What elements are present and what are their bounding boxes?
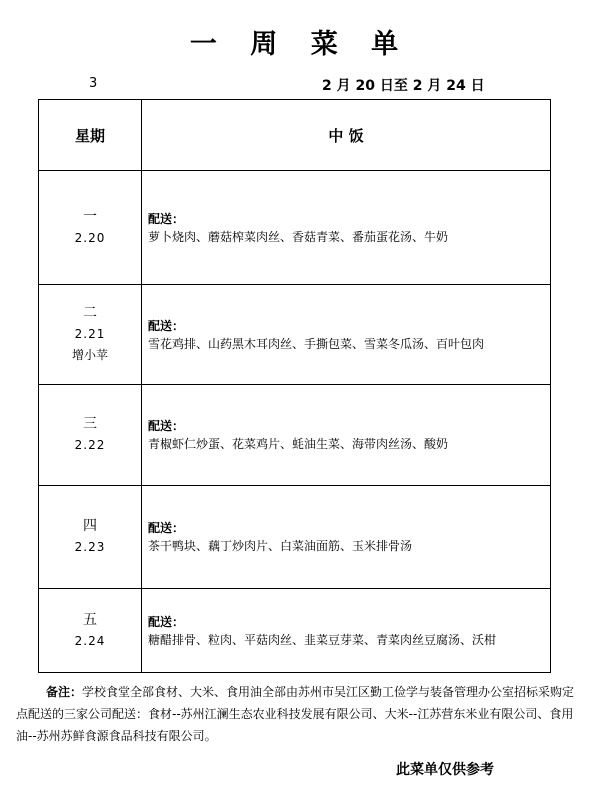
meal-dishes: 萝卜烧肉、蘑菇榨菜肉丝、香菇青菜、番茄蛋花汤、牛奶: [148, 229, 449, 244]
meal-dishes: 雪花鸡排、山药黑木耳肉丝、手撕包菜、雪菜冬瓜汤、百叶包肉: [148, 336, 485, 351]
meal-cell: [142, 486, 551, 589]
date-range: 2 月 20 日至 2 月 24 日: [322, 78, 485, 94]
table-row: [39, 171, 551, 285]
notes-text: 学校食堂全部食材、大米、食用油全部由苏州市吴江区勤工俭学与装备管理办公室招标采购定点配送的三家公司配送：食材--苏州江澜生态农业科技发展有限公司、大米--江苏营东米业有限公司、食用油--苏州苏鲜食源食品科技有限公司。: [16, 685, 575, 743]
day-cell: [39, 285, 142, 385]
meal-cell: [142, 589, 551, 673]
header-meal: 中 饭: [142, 100, 551, 171]
day-date: 2.20: [74, 230, 106, 245]
weekday: 三: [83, 416, 97, 432]
table-row: [39, 285, 551, 385]
meal-label: 配送：: [148, 419, 185, 433]
day-date: 2.24: [74, 633, 106, 648]
header-day: 星期: [39, 100, 142, 171]
day-cell: [39, 171, 142, 285]
table-header-row: [39, 100, 551, 171]
meal-cell: [142, 285, 551, 385]
menu-table: [38, 99, 551, 673]
meal-cell: [142, 385, 551, 486]
table-row: [39, 486, 551, 589]
meal-label: 配送：: [148, 521, 185, 535]
footer-disclaimer: 此菜单仅供参考: [396, 762, 494, 778]
day-cell: [39, 385, 142, 486]
meal-dishes: 茶干鸭块、藕丁炒肉片、白菜油面筋、玉米排骨汤: [148, 539, 413, 553]
weekday: 一: [83, 208, 97, 225]
meal-cell: [142, 171, 551, 285]
day-cell: [39, 589, 142, 673]
table-row: [39, 385, 551, 486]
weekday: 二: [83, 305, 97, 321]
notes-label: 备注：: [46, 685, 83, 699]
day-date: 2.21: [74, 327, 106, 341]
day-date: 2.23: [74, 540, 106, 554]
day-note: 增小苹: [71, 348, 108, 362]
table-row: [39, 589, 551, 673]
day-date: 2.22: [74, 438, 106, 452]
meal-label: 配送：: [148, 318, 185, 333]
weekday: 五: [83, 611, 97, 628]
meal-label: 配送：: [148, 614, 185, 629]
meal-label: 配送：: [148, 211, 185, 226]
meal-dishes: 青椒虾仁炒蛋、花菜鸡片、蚝油生菜、海带肉丝汤、酸奶: [148, 437, 449, 451]
notes: [16, 681, 584, 747]
weekday: 四: [83, 518, 97, 534]
page-title: 一 周 菜 单: [189, 29, 411, 60]
meal-dishes: 糖醋排骨、粒肉、平菇肉丝、韭菜豆芽菜、青菜肉丝豆腐汤、沃柑: [148, 632, 497, 647]
page-number: 3: [89, 76, 98, 91]
day-cell: [39, 486, 142, 589]
